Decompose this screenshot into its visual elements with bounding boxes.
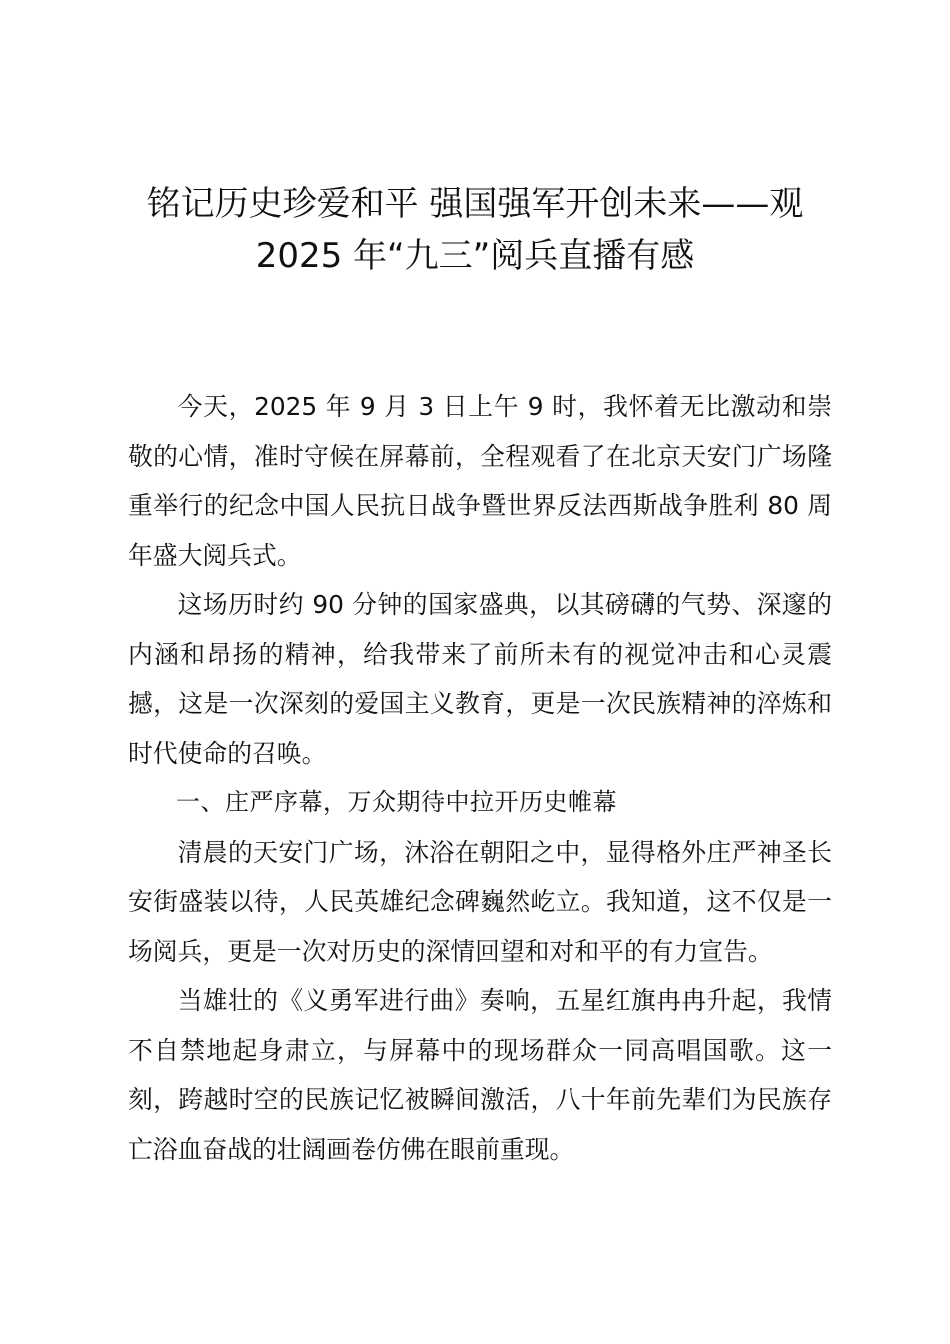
section-heading-1: 一、庄严序幕，万众期待中拉开历史帷幕: [176, 788, 617, 816]
document-body: [128, 382, 832, 1174]
document-title: [118, 178, 832, 282]
title-line-2: 2025 年“九三”阅兵直播有感: [255, 236, 695, 276]
paragraph-impression: 这场历时约 90 分钟的国家盛典，以其磅礴的气势、深邃的内涵和昂扬的精神，给我带来了前所未有的视觉冲击和心灵震撼，这是一次深刻的爱国主义教育，更是一次民族精神的淬炼和时代使命的召唤。: [128, 590, 832, 768]
paragraph-intro: 今天，2025 年 9 月 3 日上午 9 时，我怀着无比激动和崇敬的心情，准时守候在屏幕前，全程观看了在北京天安门广场隆重举行的纪念中国人民抗日战争暨世界反法西斯战争胜利 80 周年盛大阅兵式。: [128, 392, 832, 570]
paragraph-anthem: 当雄壮的《义勇军进行曲》奏响，五星红旗冉冉升起，我情不自禁地起身肃立，与屏幕中的现场群众一同高唱国歌。这一刻，跨越时空的民族记忆被瞬间激活，八十年前先辈们为民族存亡浴血奋战的壮阔画卷仿佛在眼前重现。: [128, 986, 832, 1164]
title-line-1: 铭记历史珍爱和平 强国强军开创未来——观: [146, 184, 804, 224]
paragraph-morning-scene: 清晨的天安门广场，沐浴在朝阳之中，显得格外庄严神圣长安街盛装以待，人民英雄纪念碑巍然屹立。我知道，这不仅是一场阅兵，更是一次对历史的深情回望和对和平的有力宣告。: [128, 837, 832, 966]
